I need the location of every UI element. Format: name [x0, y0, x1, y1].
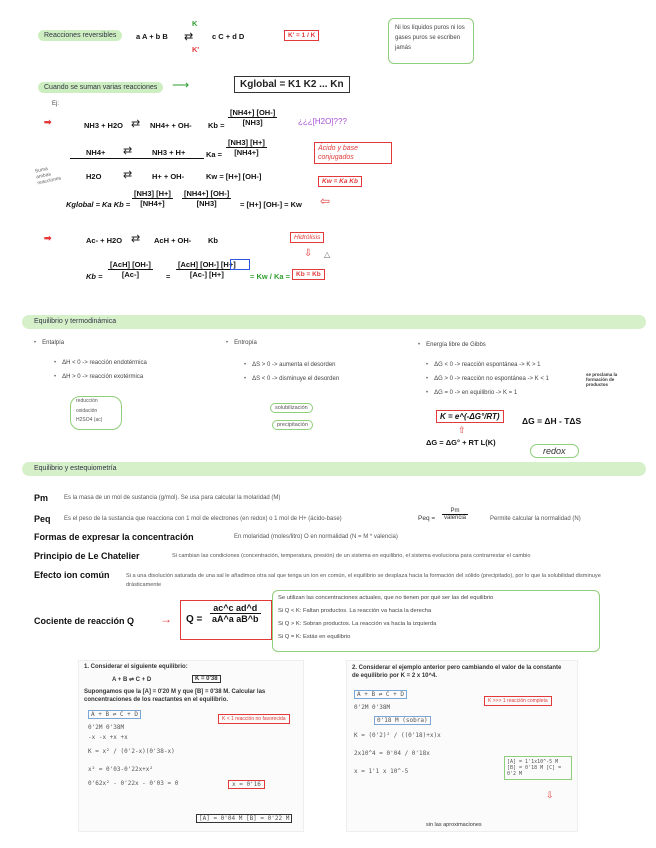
r1-denominator: [NH3]: [242, 118, 263, 127]
gibbs-title: • Energía libre de Gibbs: [418, 342, 486, 348]
r1-numerator: [NH4+] [OH-]: [230, 108, 276, 117]
equilibrium-arrow-icon: ⇄: [184, 31, 194, 43]
ex1-line-7: x = 0'16: [228, 780, 265, 789]
q-numerator: ac^c ad^d: [210, 603, 261, 614]
kg-result: = [H+] [OH-] = Kw: [240, 200, 302, 209]
ex2-line-6: x = 1'1 x 10^-5: [354, 768, 409, 775]
k-relation-box: K' = 1 / K: [284, 30, 319, 41]
q-note-1: Se utilizan las concentraciones actuales, que no tienen por qué ser las del equilibrio: [278, 595, 494, 601]
arrow-down-icon: ⇩: [304, 248, 313, 259]
stoich-banner: Equilibrio y estequiometría: [22, 462, 646, 476]
peq-desc: Es el peso de la sustancia que reacciona con 1 mol de electrones (en redox) o 1 mol de H+ (ácido-base): [64, 516, 342, 522]
enthalpy-exothermic: • ΔH > 0 -> reacción exotérmica: [54, 374, 143, 380]
equilibrium-arrow-icon: ⇄: [123, 145, 133, 157]
warning-icon: △: [324, 250, 331, 259]
reversible-reactions-label: Reacciones reversibles: [38, 30, 122, 41]
r1-products: NH4+ + OH-: [150, 121, 192, 130]
liquids-note-box: [388, 18, 474, 64]
bullet-arrow-icon: ➡: [44, 233, 52, 243]
r2-ka: Ka =: [206, 150, 223, 159]
ex1-line-2: 0'2M 0'38M: [88, 724, 125, 731]
sum-reactions-label: Cuando se suman varias reacciones: [38, 82, 163, 93]
ion-common-term: Efecto ion común: [34, 570, 110, 580]
enthalpy-title: • Entalpía: [34, 340, 64, 346]
peq-formula-fraction: [442, 508, 468, 521]
hyd-denominator-1: [Ac-]: [121, 270, 139, 279]
q-note-4: Si Q = K: Estás en equilibrio: [278, 634, 351, 640]
r3-products: H+ + OH-: [152, 172, 185, 181]
ex1-line-1: A + B ⇌ C + D: [88, 710, 141, 719]
kglobal-box: Kglobal = K1 K2 ... Kn: [234, 76, 350, 93]
q-denominator: aA^a aB^b: [212, 614, 259, 624]
r2-denominator: [NH4+]: [234, 148, 259, 157]
h-plus-highlight: [230, 259, 250, 270]
ex1-k: K = 0'38: [192, 675, 221, 683]
ex1-title: 1. Considerar el siguiente equilibrio:: [84, 664, 188, 670]
example-label: Ej:: [52, 101, 60, 107]
acid-base-conjugate-note: Ácido y base conjugados: [314, 142, 392, 164]
r2-numerator: [NH3] [H+]: [228, 138, 265, 147]
entropy-decrease: • ΔS < 0 -> disminuye el desorden: [244, 376, 339, 382]
peq-side-note: Permite calcular la normalidad (N): [490, 516, 581, 522]
hyd-kb: Kb: [208, 236, 218, 245]
entropy-note-2: precipitación: [272, 420, 313, 430]
hydrolysis-label: Hidrólisis: [290, 232, 324, 243]
hyd-fraction-1: [108, 260, 153, 279]
r1-kb: Kb =: [208, 121, 225, 130]
k-reverse-label: K': [192, 45, 200, 54]
kw-product-box: Kw = Ka Kb: [318, 176, 362, 187]
ex1-line-3: -x -x +x +x: [88, 734, 128, 741]
kg-fraction-2: [182, 189, 231, 208]
arrow-left-icon: ⇦: [320, 194, 331, 208]
dg-equation: ΔG = ΔH - TΔS: [522, 416, 582, 426]
r3-reactant: H2O: [86, 172, 102, 181]
hyd-fraction-2: [176, 260, 238, 279]
hyd-products: AcH + OH-: [154, 236, 192, 245]
reaction-reactants: a A + b B: [136, 32, 168, 41]
ex2-footer: sin las aproximaciones: [426, 822, 482, 828]
peq-formula-num: Pm: [442, 508, 468, 515]
ex1-line-5: x² = 0'03-0'22x+x²: [88, 766, 154, 773]
reaction-products: c C + d D: [212, 32, 245, 41]
q-note-3: Si Q > K: Sobran productos. La reacción va hacia la izquierda: [278, 621, 437, 627]
hyd-denominator-2: [Ac-] [H+]: [189, 270, 224, 279]
enthalpy-note-3: H2SO4 (ac): [76, 417, 103, 423]
r1-reactants: NH3 + H2O: [84, 121, 123, 130]
ex2-title: 2. Considerar el ejemplo anterior pero cambiando el valor de la constante de equilibrio por K = 2 x 10^4.: [352, 665, 562, 679]
gibbs-side-note: se proclama la formación de productos: [586, 372, 618, 387]
hyd-reactants: Ac- + H2O: [86, 236, 123, 245]
water-question: ¿¿¿[H2O]???: [298, 117, 347, 126]
ex1-not-favoured-box: K < 1 reacción no favorecida: [218, 714, 290, 724]
ex2-line-4: K = (0'2)² / ((0'18)+x)x: [354, 732, 441, 739]
kg-fraction-1: [132, 189, 173, 208]
k-forward-label: K: [192, 19, 198, 28]
q-term: Cociente de reacción Q: [34, 616, 135, 626]
bullet-arrow-icon: ➡: [44, 117, 52, 127]
hyd-result: = Kw / Ka =: [250, 272, 291, 281]
equilibrium-arrow-icon: ⇄: [123, 169, 133, 181]
lechatelier-term: Principio de Le Chatelier: [34, 551, 140, 561]
equilibrium-arrow-icon: ⇄: [131, 118, 141, 130]
r2-reactant: NH4+: [86, 148, 106, 157]
exercise-2-panel: [346, 660, 578, 832]
hyd-numerator-1: [AcH] [OH-]: [110, 260, 151, 269]
side-handnote: Suma ambas reacciones: [34, 165, 62, 187]
ex1-text: Supongamos que la [A] = 0'20 M y que [B] = 0'38 M. Calcular las concentraciones de los reactantes en el equilibrio.: [84, 689, 266, 703]
gibbs-non-spontaneous: • ΔG > 0 -> reacción no espontánea -> K < 1: [426, 376, 549, 382]
kg-denominator-1: [NH4+]: [140, 199, 165, 208]
q-fraction: [210, 603, 261, 624]
ex1-line-4: K = x² / (0'2-x)(0'38-x): [88, 748, 175, 755]
equals-sign: =: [166, 272, 171, 281]
ex2-complete-box: K >>> 1 reacción completa: [484, 696, 552, 706]
forms-desc: En molaridad (moles/litro) O en normalidad (N = M * valencia): [234, 534, 398, 540]
q-note-2: Si Q < K: Faltan productos. La reacción va hacia la derecha: [278, 608, 432, 614]
r2-fraction: [226, 138, 267, 157]
redox-note: redox: [530, 444, 579, 458]
r3-kw: Kw = [H+] [OH-]: [206, 172, 262, 181]
ex2-line-2: 0'2M 0'38M: [354, 704, 391, 711]
k-exponential-box: K = e^(-ΔG°/RT): [436, 410, 504, 423]
kglobal-eq: Kglobal = Ka Kb =: [66, 200, 131, 209]
gibbs-spontaneous: • ΔG < 0 -> reacción espontánea -> K > 1: [426, 362, 541, 368]
ex2-result-box: [A] = 1'1x10^-5 M [B] = 0'18 M [C] = 0'2 M: [504, 756, 572, 780]
thermo-banner: Equilibrio y termodinámica: [22, 315, 646, 329]
ex1-result: [A] = 0'04 M [B] = 0'22 M: [196, 814, 292, 823]
r1-fraction: [228, 108, 277, 127]
lechatelier-desc: Si cambian las condiciones (concentración, temperatura, presión) de un sistema en equilibrio, el sistema evoluciona para contrarrestar el cambio: [172, 553, 531, 559]
forms-term: Formas de expresar la concentración: [34, 532, 194, 542]
gibbs-equilibrium: • ΔG = 0 -> en equilibrio -> K = 1: [426, 390, 517, 396]
kg-denominator-2: [NH3]: [196, 199, 217, 208]
kg-numerator-2: [NH4+] [OH-]: [184, 189, 230, 198]
entropy-title: • Entropía: [226, 340, 257, 346]
arrow-up-icon: ⇧: [458, 425, 466, 435]
ex1-reaction: A + B ⇌ C + D: [112, 677, 152, 683]
kg-numerator-1: [NH3] [H+]: [134, 189, 171, 198]
pm-desc: Es la masa de un mol de sustancia (g/mol). Se usa para calcular la molaridad (M): [64, 495, 281, 501]
enthalpy-note-2: oxidación: [76, 408, 98, 414]
ex2-line-5: 2x10^4 = 0'04 / 0'18x: [354, 750, 430, 757]
arrow-down-icon: ⇩: [546, 790, 554, 800]
peq-formula-den: valencia: [444, 515, 467, 521]
peq-term: Peq: [34, 514, 51, 524]
ex2-line-1: A + B ⇌ C + D: [354, 690, 407, 699]
dg-rt-equation: ΔG = ΔG° + RT L(K): [426, 438, 496, 447]
liquids-note-text: Ni los líquidos puros ni los gases puros se escriben jamás: [395, 25, 465, 51]
equilibrium-arrow-icon: ⇄: [131, 233, 141, 245]
enthalpy-endothermic: • ΔH < 0 -> reacción endotérmica: [54, 360, 147, 366]
entropy-note-1: solubilización: [270, 403, 313, 413]
arrow-right-icon: →: [160, 612, 172, 626]
arrow-right-icon: ⟶: [172, 78, 190, 92]
pm-term: Pm: [34, 493, 49, 503]
ex1-line-6: 0'62x² - 0'22x - 0'03 = 0: [88, 780, 179, 787]
ex2-line-3: 0'18 M (sobra): [374, 716, 431, 725]
enthalpy-note-1: reducción: [76, 398, 98, 404]
hyd-kb-eq: Kb =: [86, 272, 103, 281]
divider-line: [70, 158, 204, 159]
peq-formula-lhs: Peq =: [418, 515, 436, 522]
entropy-increase: • ΔS > 0 -> aumenta el desorden: [244, 362, 336, 368]
hyd-result-box: Kb = Kb: [292, 269, 325, 280]
ion-common-desc: Si a una disolución saturada de una sal le añadimos otra sal que tenga un ion en común, el equilibrio se desplaza hacia la formación del sólido (precipitado), por lo que la solubilidad disminuye drásticamente: [126, 573, 601, 588]
q-lhs: Q =: [186, 614, 203, 625]
hyd-numerator-2: [AcH] [OH-] [H+]: [178, 260, 236, 269]
exercise-1-panel: [78, 660, 304, 832]
r2-products: NH3 + H+: [152, 148, 186, 157]
